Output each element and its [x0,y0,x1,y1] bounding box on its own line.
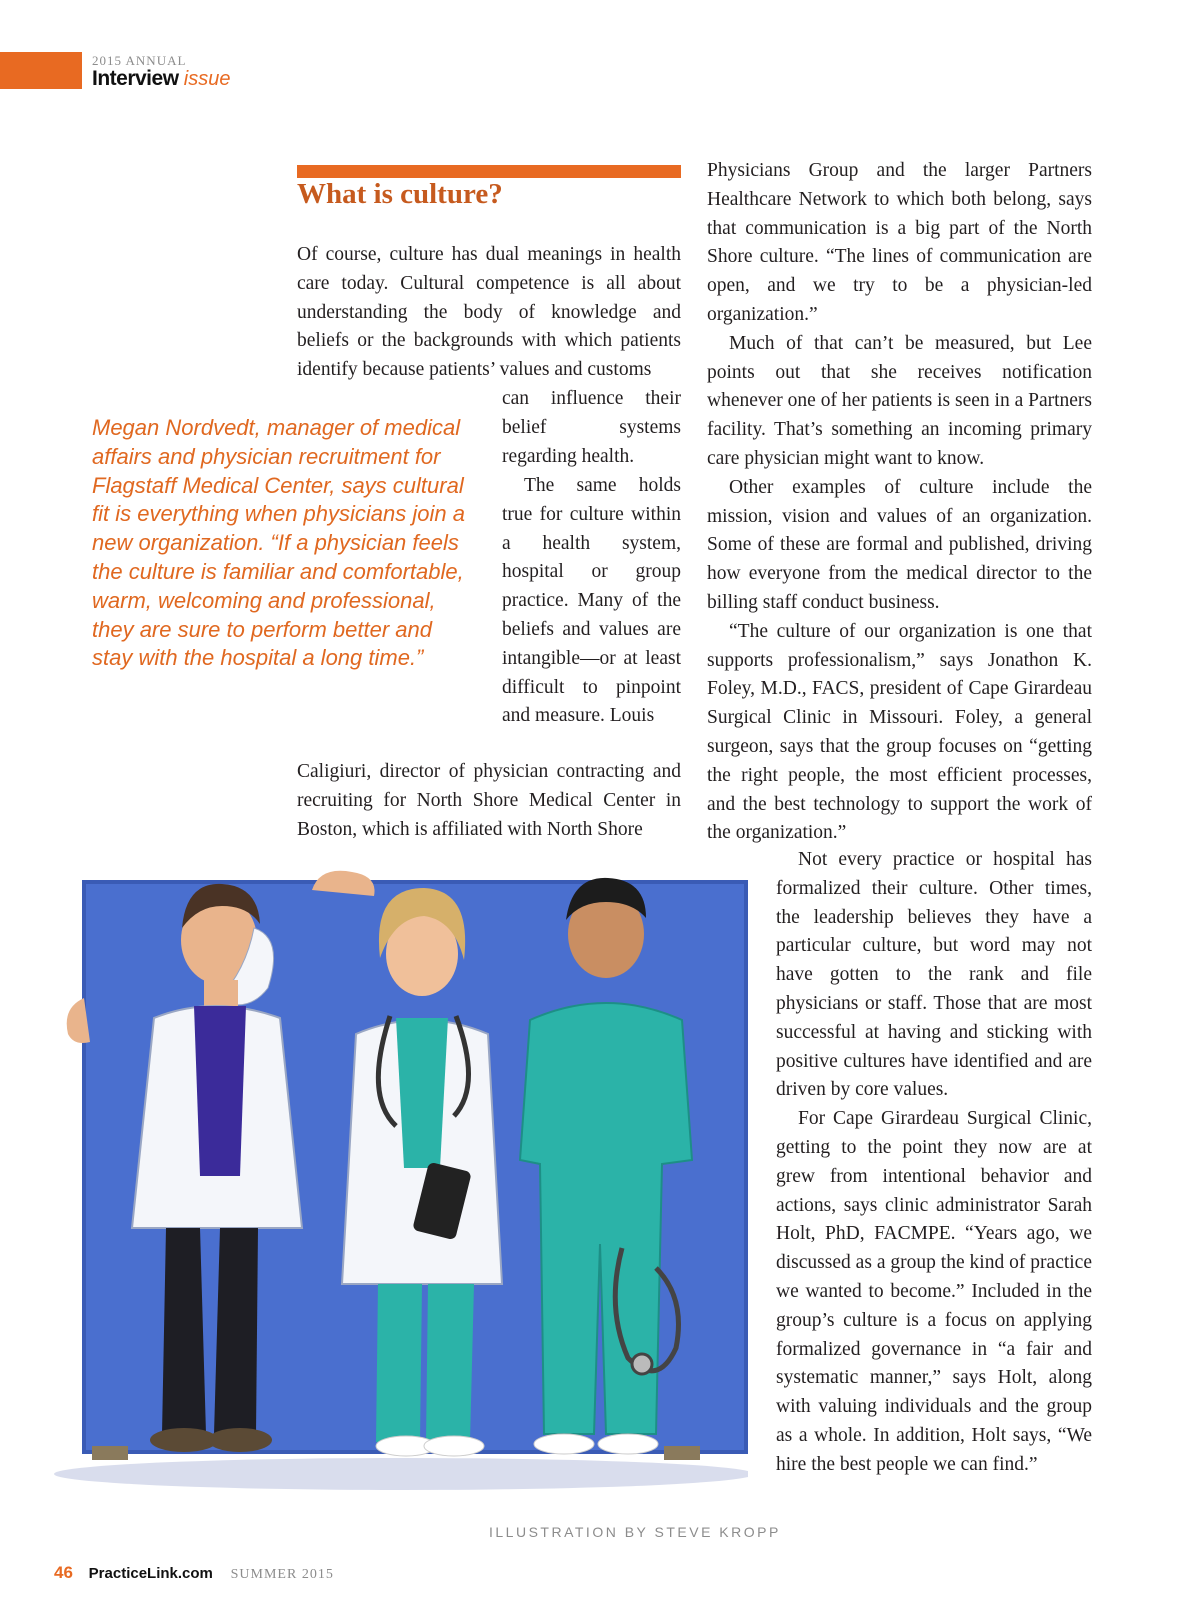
column1-narrow-text-2: The same holds true for culture within a health system, hospital or group practice. Many of the beliefs and values are intangible—or at least difficult to pinpoint and measure. Louis [502,475,681,727]
page-footer [54,1563,334,1583]
header-title-light: issue [183,68,231,90]
header-accent-bar [0,52,82,89]
column1-bottom-text: Caligiuri, director of physician contracting and recruiting for North Shore Medical Center in Boston, which is affiliated with North Shore [297,761,681,840]
header-title [92,66,231,91]
header-kicker: 2015 ANNUAL [92,53,187,68]
column2-paragraph: Physicians Group and the larger Partners Healthcare Network to which both belong, says that communication is a big part of the North Shore culture. “The lines of communication are open, and we try to be a physician-led organization.” [707,160,1092,325]
footer-issue: SUMMER 2015 [230,1567,334,1582]
column3 [776,846,1092,1480]
illustration-doctors [44,868,748,1492]
section-rule [297,165,681,178]
header-title-bold: Interview [92,67,179,90]
column2 [707,157,1092,848]
column3-paragraph: For Cape Girardeau Surgical Clinic, getting to the point they now are at grew from intentional behavior and actions, says clinic administrator Sarah Holt, PhD, FACMPE. “Years ago, we discussed as a group the kind of practice we wanted to become.” Included in the group’s culture is a focus on applying formalized governance in “a fair and systematic manner,” says Holt, along with valuing individuals and the group as a whole. In addition, Holt says, “We hire the best people we can find.” [776,1108,1092,1475]
pull-quote: Megan Nordvedt, manager of medical affairs and physician recruitment for Flagstaff Medical Center, says cultural fit is everything when physicians join a new organization. “If a physician feels the culture is familiar and comfortable, warm, welcoming and professional, they are sure to perform better and stay with the hospital a long time.” [92,415,465,671]
column2-paragraph: Other examples of culture include the mission, vision and values of an organization. Some of these are formal and published, driving how everyone from the medical director to the billing staff conduct business. [707,476,1092,613]
footer-site: PracticeLink.com [88,1565,213,1582]
column2-paragraph: Much of that can’t be measured, but Lee points out that she receives notification whenever one of her patients is seen in a Partners facility. That’s something an incoming primary care physician might want to know. [707,332,1092,469]
column3-paragraph: Not every practice or hospital has formalized their culture. Other times, the leadership believes they have a particular culture, but word may not have gotten to the rank and file physicians or staff. Those that are most successful at having and sticking with positive cultures have identified and are driven by core values. [776,849,1092,1101]
section-heading: What is culture? [297,178,503,210]
page-number: 46 [54,1563,73,1582]
column1-narrow-text-1: can influence their belief systems regarding health. [502,388,681,467]
column1-top-text: Of course, culture has dual meanings in health care today. Cultural competence is all about understanding the body of knowledge and beliefs or the backgrounds with which patients identify because patients’ values and customs [297,244,681,381]
column2-paragraph: “The culture of our organization is one that supports professionalism,” says Jonathon K. Foley, M.D., FACS, president of Cape Girardeau Surgical Clinic in Missouri. Foley, a general surgeon, says that the group focuses on “getting the right people, the most efficient processes, and the best technology to support the work of the organization.” [707,620,1092,844]
illustration-credit: ILLUSTRATION BY STEVE KROPP [489,1524,781,1540]
